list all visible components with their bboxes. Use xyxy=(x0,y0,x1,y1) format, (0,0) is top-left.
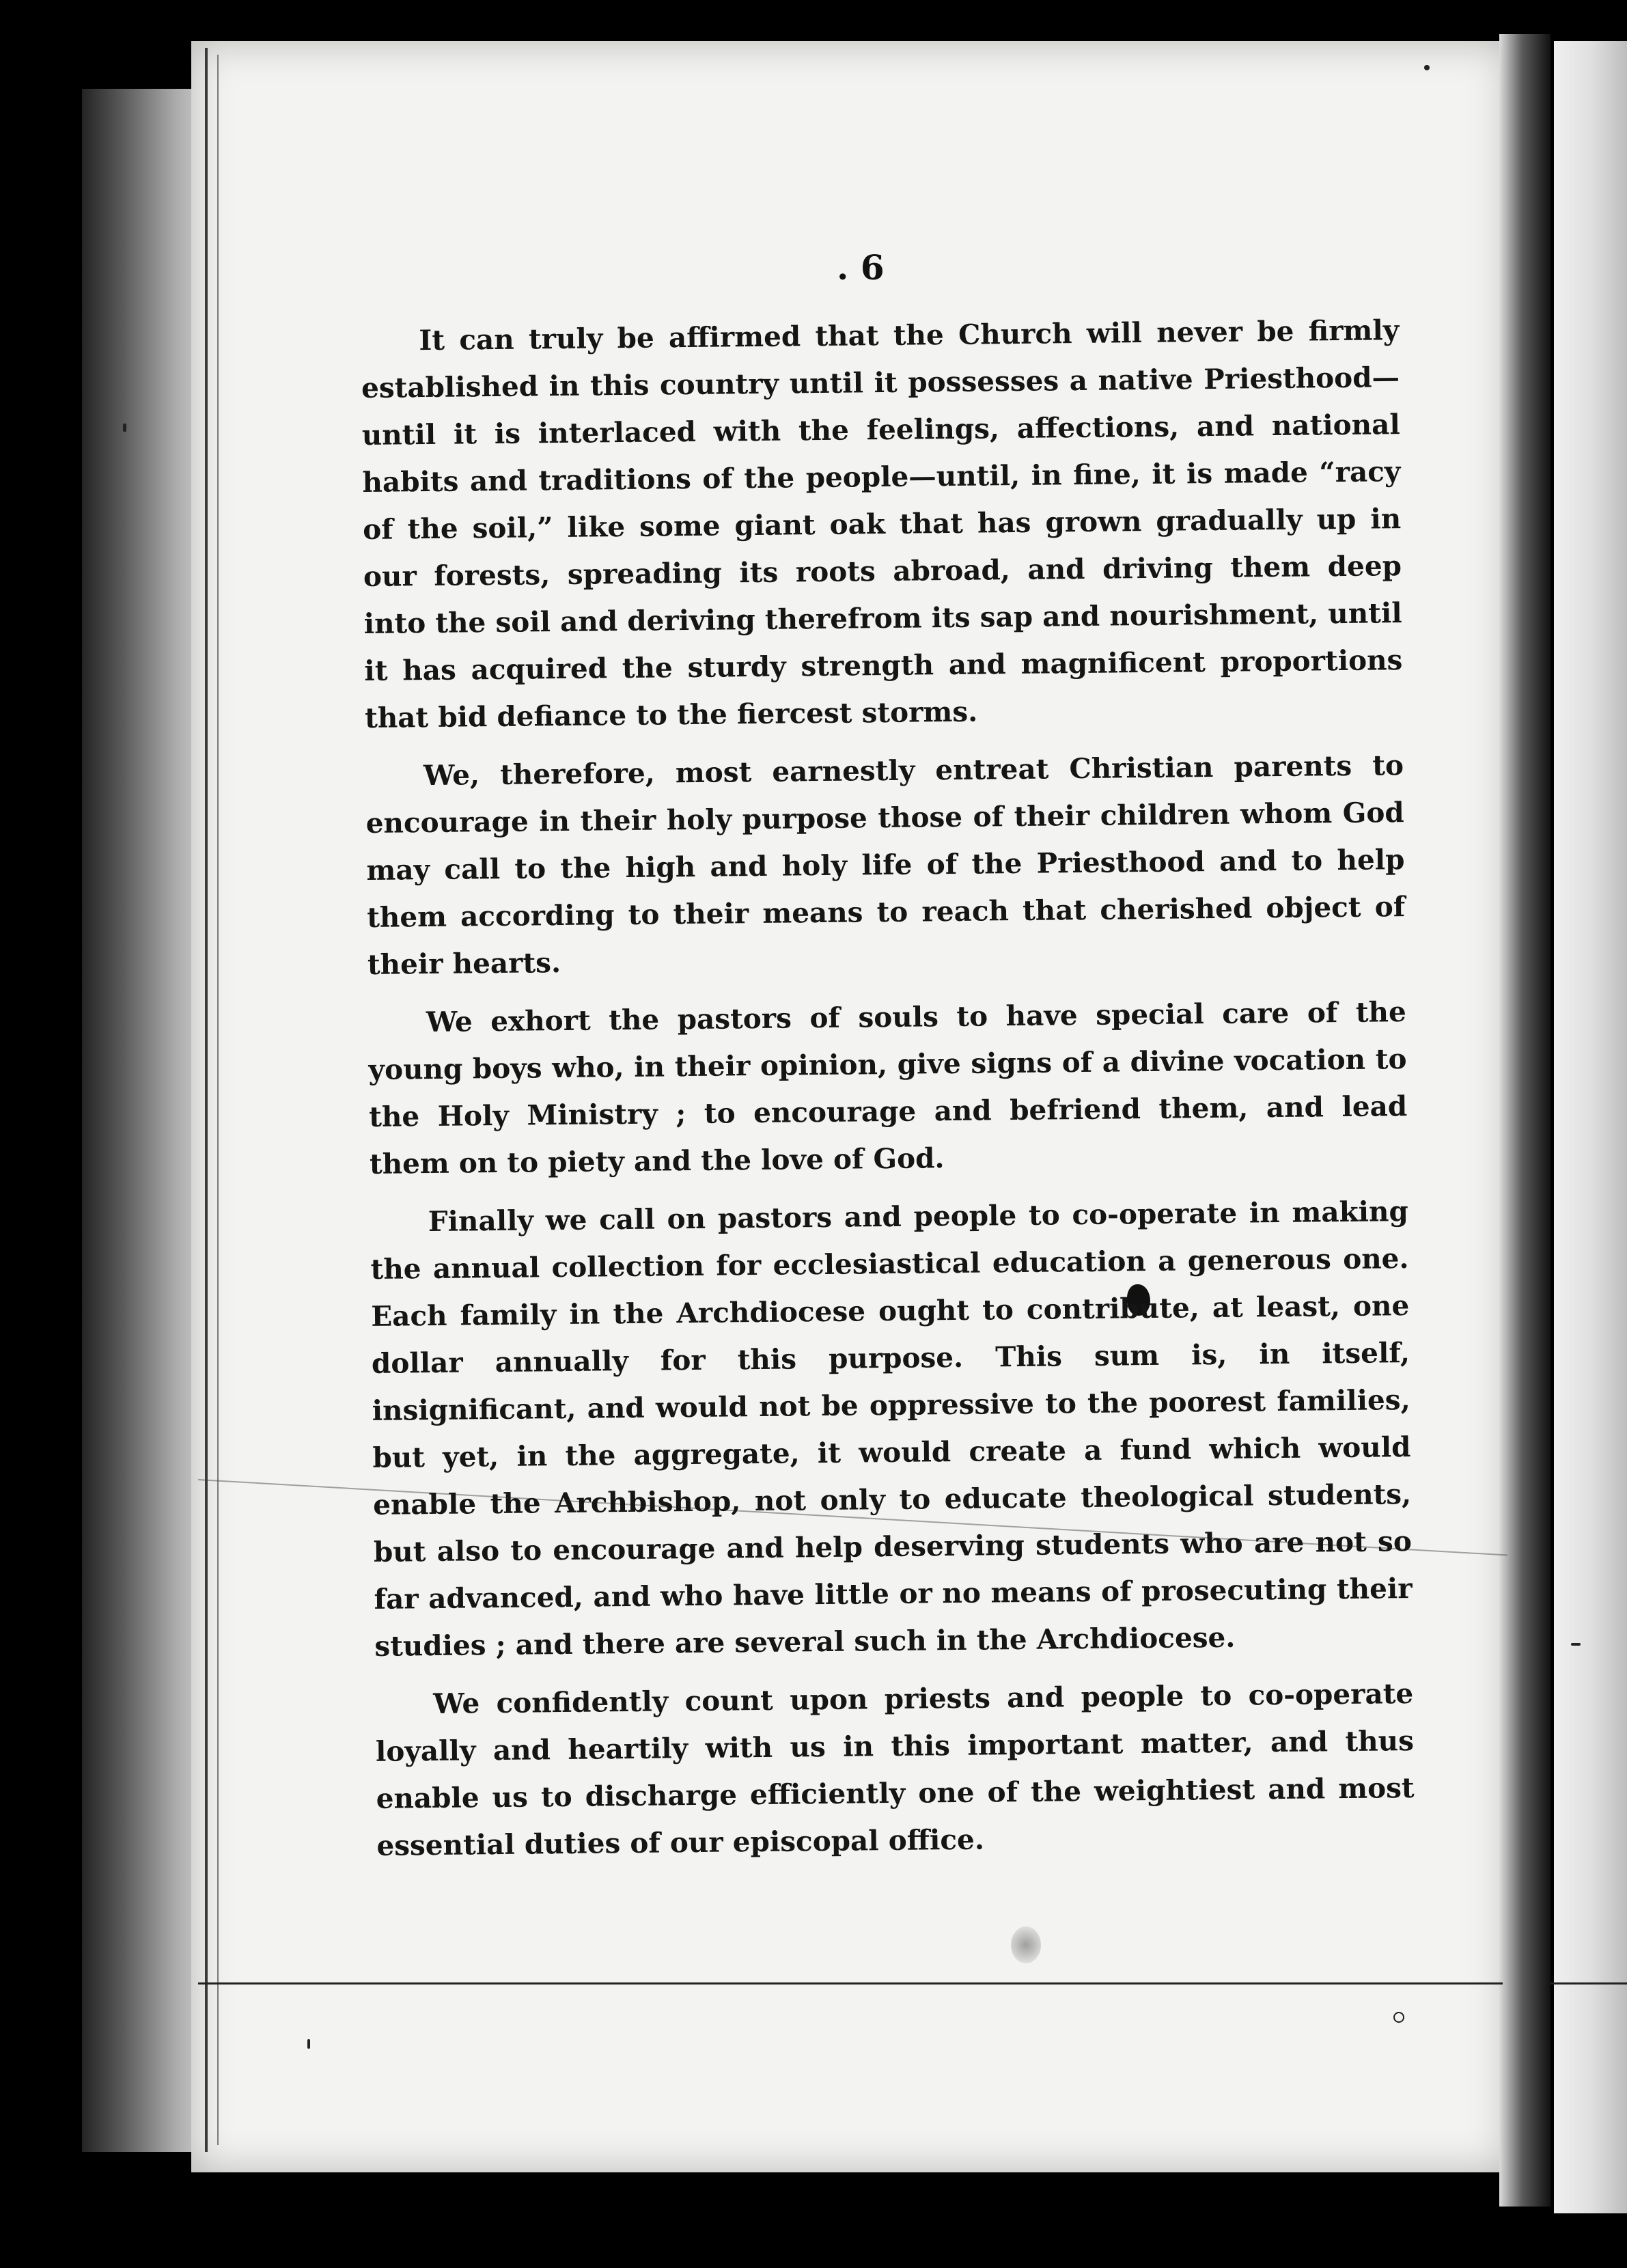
paragraph-1: It can truly be affirmed that the Church will never be firmly established in this country until it possesses a native Priesthood—until it is interlaced with the feelings, affections, and national habits and traditions of the people—until, in fine, it is made “racy of the soil,” like some giant oak that has grown gradually up in our forests, spreading its roots abroad, and driving them deep into the soil and deriving therefrom its sap and nourishment, until it has acquired the sturdy strength and magnificent proportions that bid defiance to the fiercest storms. xyxy=(361,314,1403,734)
paragraph-4: Finally we call on pastors and people to co-operate in making the annual collection for ecclesiastical education a generous one. Each family in the Archdiocese ought to contribute, at least, one dollar annually for this purpose. This sum is, in itself, insignificant, and would not be oppressive to the poorest families, but yet, in the aggregate, it would create a fund which would enable the Archbishop, not only to educate theological students, but also to encourage and help deserving students who are not so far advanced, and who have little or no means of prosecuting their studies ; and there are several such in the Archdiocese. xyxy=(370,1195,1413,1663)
page-number: . 6 xyxy=(837,247,885,288)
smudge xyxy=(1011,1926,1041,1963)
paragraph-3: We exhort the pastors of souls to have special care of the young boys who, in their opinion, give signs of a divine vocation to the Holy Ministry ; to encourage and befriend them, and lead them on to piety and the love of God. xyxy=(368,995,1408,1180)
binding-shadow xyxy=(82,89,198,2152)
page-edge-line xyxy=(205,48,208,2152)
scan-speck xyxy=(1393,2012,1404,2023)
body-text xyxy=(361,307,1415,1870)
page-edge-line-inner xyxy=(217,55,219,2145)
scan-speck xyxy=(1424,65,1430,70)
gutter-shadow xyxy=(1499,34,1550,2207)
paragraph-2: We, therefore, most earnestly entreat Christian parents to encourage in their holy purpose those of their children whom God may call to the high and holy life of the Priesthood and to help them according to their means to reach that cherished object of their hearts. xyxy=(365,749,1406,981)
scan-speck xyxy=(123,424,126,432)
paragraph-5: We confidently count upon priests and people to co-operate loyally and heartily with us in this important matter, and thus enable us to discharge efficiently one of the weightiest and most essential duties of our episcopal office. xyxy=(375,1676,1415,1862)
adjacent-page-edge xyxy=(1554,41,1627,2213)
scan-speck xyxy=(1571,1643,1581,1646)
bottom-rule xyxy=(198,1982,1503,1984)
bottom-rule-right xyxy=(1550,1982,1627,1984)
scan-speck xyxy=(307,2039,310,2049)
